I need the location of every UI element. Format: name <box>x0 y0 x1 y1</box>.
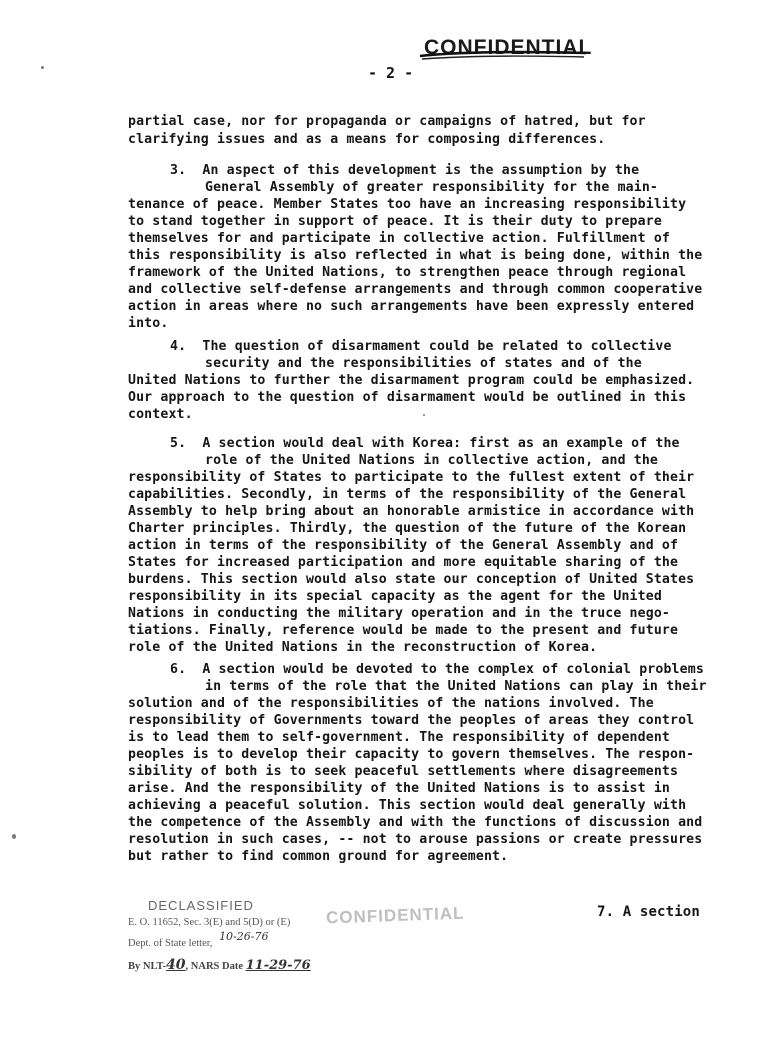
text-line: framework of the United Nations, to strengthen peace through regional <box>128 265 687 280</box>
text-line: tiations. Finally, reference would be made to the present and future <box>128 623 679 638</box>
text-line: responsibility of States to participate to the fullest extent of their <box>128 470 695 485</box>
text-line: this responsibility is also reflected in what is being done, within the <box>128 248 703 263</box>
text-line: action in areas where no such arrangements have been expressly entered <box>128 299 695 314</box>
paragraph-3-start: 3. An aspect of this development is the assumption by the <box>170 163 640 178</box>
text-line: and collective self-defense arrangements and through common cooperative <box>128 282 703 297</box>
text-line: partial case, nor for propaganda or campaigns of hatred, but for <box>128 114 646 129</box>
nars-date-handwritten: 11-29-76 <box>245 958 311 973</box>
speck <box>12 834 16 839</box>
text-line: States for increased participation and more equitable sharing of the <box>128 555 679 570</box>
paragraph-5-start: 5. A section would deal with Korea: first as an example of the <box>170 436 680 451</box>
declassified-nlt-line <box>128 957 311 973</box>
text-line: is to lead them to self-government. The responsibility of dependent <box>128 730 670 745</box>
text-line: tenance of peace. Member States too have an increasing responsibility <box>128 197 687 212</box>
declassified-stamp-title: DECLASSIFIED <box>148 898 254 913</box>
paragraph-4-start: 4. The question of disarmament could be related to collective <box>170 339 672 354</box>
nlt-label: By NLT- <box>128 961 167 972</box>
text-line: responsibility in its special capacity as the agent for the United <box>128 589 662 604</box>
text-line: role of the United Nations in the reconstruction of Korea. <box>128 640 598 655</box>
text-line: Charter principles. Thirdly, the question of the future of the Korean <box>128 521 687 536</box>
page-number: - 2 - <box>368 64 414 82</box>
text-line: Assembly to help bring about an honorable armistice in accordance with <box>128 504 695 519</box>
declassified-eo-line: E. O. 11652, Sec. 3(E) and 5(D) or (E) <box>128 917 291 928</box>
declassified-dept-line <box>128 930 269 949</box>
text-line: United Nations to further the disarmament program could be emphasized. <box>128 373 695 388</box>
text-line: the competence of the Assembly and with the functions of discussion and <box>128 815 703 830</box>
text-line: action in terms of the responsibility of the General Assembly and of <box>128 538 679 553</box>
text-line: security and the responsibilities of states and of the <box>205 356 642 371</box>
text-line: context. <box>128 407 193 422</box>
text-line: solution and of the responsibilities of the nations involved. The <box>128 696 654 711</box>
text-line: in terms of the role that the United Nations can play in their <box>205 679 707 694</box>
dept-letter-label: Dept. of State letter, <box>128 938 213 949</box>
continuation-marker: 7. A section <box>597 904 700 920</box>
dept-letter-date-handwritten: 10-26-76 <box>219 930 269 943</box>
text-line: General Assembly of greater responsibility for the main- <box>205 180 659 195</box>
text-line: to stand together in support of peace. It is their duty to prepare <box>128 214 662 229</box>
text-line: burdens. This section would also state our conception of United States <box>128 572 695 587</box>
text-line: peoples is to develop their capacity to govern themselves. The respon- <box>128 747 695 762</box>
text-line: achieving a peaceful solution. This section would deal generally with <box>128 798 687 813</box>
text-line: sibility of both is to seek peaceful settlements where disagreements <box>128 764 679 779</box>
text-line: capabilities. Secondly, in terms of the responsibility of the General <box>128 487 687 502</box>
text-line: role of the United Nations in collective action, and the <box>205 453 659 468</box>
text-line: clarifying issues and as a means for composing differences. <box>128 132 606 147</box>
text-line: resolution in such cases, -- not to arouse passions or create pressures <box>128 832 703 847</box>
text-line: Our approach to the question of disarmament would be outlined in this <box>128 390 687 405</box>
text-line: Nations in conducting the military operation and in the truce nego- <box>128 606 670 621</box>
paragraph-6-start: 6. A section would be devoted to the complex of colonial problems <box>170 662 704 677</box>
text-line: themselves for and participate in collective action. Fulfillment of <box>128 231 670 246</box>
text-line: into. <box>128 316 169 331</box>
speck <box>41 66 44 69</box>
confidential-stamp: CONFIDENTIAL <box>424 36 593 59</box>
speck <box>423 414 425 416</box>
nars-date-label: , NARS Date <box>185 961 243 972</box>
nlt-number-handwritten: 40 <box>166 957 186 973</box>
text-line: responsibility of Governments toward the peoples of areas they control <box>128 713 695 728</box>
text-line: arise. And the responsibility of the United Nations is to assist in <box>128 781 670 796</box>
stamp-strikethrough <box>418 47 588 61</box>
text-line: but rather to find common ground for agreement. <box>128 849 509 864</box>
faded-confidential-stamp: CONFIDENTIAL <box>325 903 465 928</box>
